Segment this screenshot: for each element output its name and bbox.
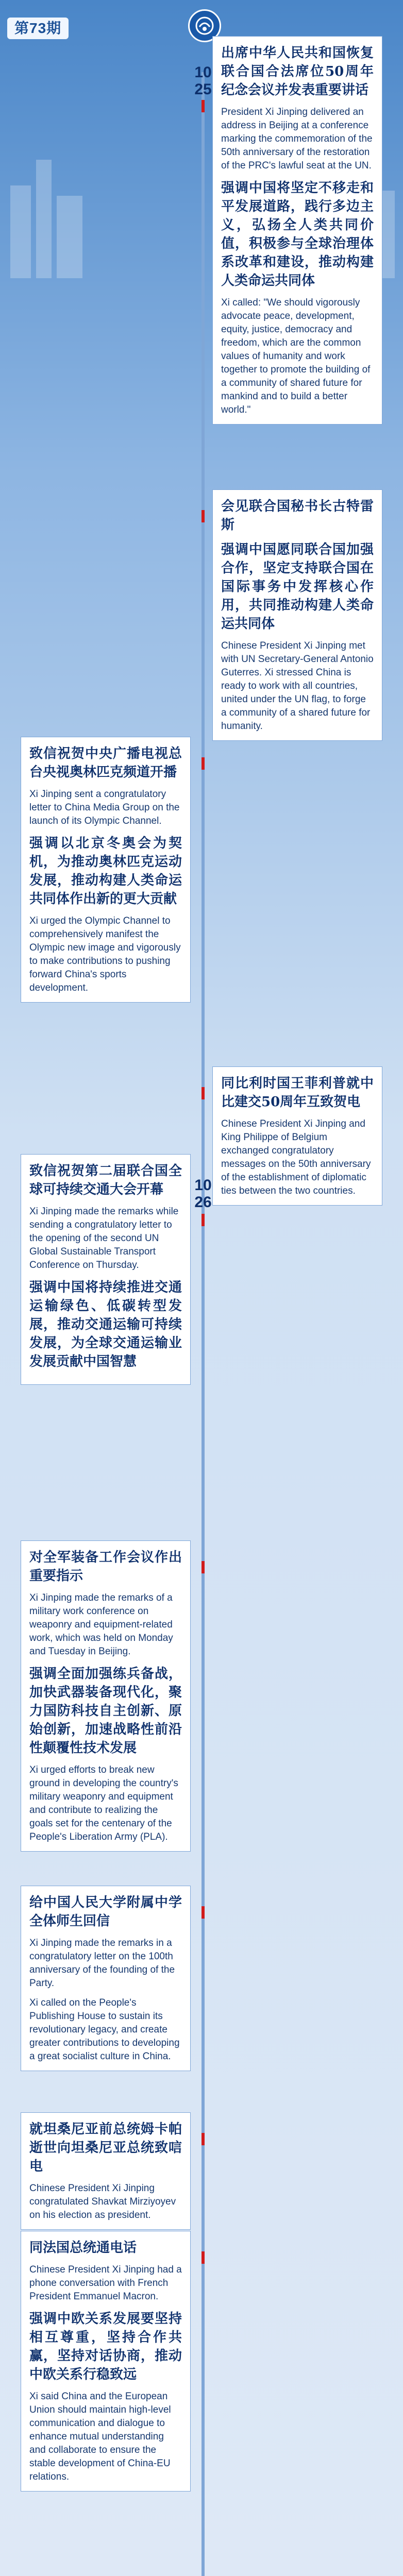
timeline-node bbox=[202, 2251, 205, 2264]
entry-quote-zh: 强调中国将持续推进交通运输绿色、低碳转型发展，推动交通运输可持续发展，为全球交通运输业发展贡献中国智慧 bbox=[29, 1280, 182, 1369]
entry-quote-zh: 强调中国将坚定不移走和平发展道路，践行多边主义，弘扬全人类共同价值，积极参与全球治理体系改革和建设，推动构建人类命运共同体 bbox=[221, 180, 374, 289]
entry-title-zh: 致信祝贺中央广播电视总台央视奥林匹克频道开播 bbox=[29, 746, 182, 780]
entry-text-en: Chinese President Xi Jinping congratulated Shavkat Mirziyoyev on his election as president. bbox=[29, 2183, 176, 2221]
entry-title-zh: 同法国总统通电话 bbox=[29, 2240, 137, 2256]
entry-text-en: Xi urged efforts to break new ground in developing the country's military weaponry and equipment and contribute to realizing the goals set for the centenary of the People's Liberation Army (PLA). bbox=[29, 1765, 178, 1842]
entry-title-zh: 给中国人民大学附属中学全体师生回信 bbox=[29, 1895, 182, 1929]
issue-number-badge: 第73期 bbox=[7, 18, 69, 39]
entry-title-zh: 出席中华人民共和国恢复联合国合法席位50周年纪念会议并发表重要讲话 bbox=[221, 45, 374, 98]
timeline-node bbox=[202, 100, 205, 112]
entry-quote-zh: 强调全面加强练兵备战，加快武器装备现代化，聚力国防科技自主创新、原始创新，加速战略性前沿性颠覆性技术发展 bbox=[29, 1666, 182, 1756]
timeline-node bbox=[202, 1561, 205, 1573]
timeline-entry-card bbox=[212, 489, 382, 741]
timeline-date-month: 10 bbox=[194, 64, 212, 81]
timeline-entry-card bbox=[21, 2112, 191, 2230]
entry-text-en: Xi Jinping sent a congratulatory letter to China Media Group on the launch of its Olympic Channel. bbox=[29, 789, 180, 826]
timeline-node bbox=[202, 1087, 205, 1099]
entry-title-zh: 同比利时国王菲利普就中比建交50周年互致贺电 bbox=[221, 1076, 374, 1110]
timeline-node bbox=[202, 2133, 205, 2145]
entry-title-zh: 致信祝贺第二届联合国全球可持续交通大会开幕 bbox=[29, 1163, 182, 1197]
timeline-entry-card bbox=[21, 737, 191, 1003]
timeline-date-day: 26 bbox=[194, 1194, 212, 1211]
entry-text-en: Chinese President Xi Jinping met with UN Secretary-General Antonio Guterres. Xi stressed China is ready to work with all countries, united under the UN flag, to forge a community of a shared future for humanity. bbox=[221, 640, 374, 732]
timeline-node bbox=[202, 757, 205, 770]
timeline-entry-card bbox=[21, 2231, 191, 2492]
timeline-entry-card bbox=[21, 1540, 191, 1852]
entry-text-en: Xi Jinping made the remarks while sending a congratulatory letter to the opening of the second UN Global Sustainable Transport Conference on Thursday. bbox=[29, 1206, 179, 1270]
entry-text-en: President Xi Jinping delivered an address in Beijing at a conference marking the commemoration of the 50th anniversary of the restoration of the PRC's lawful seat at the UN. bbox=[221, 107, 373, 171]
entry-text-en: Xi Jinping made the remarks of a military work conference on weaponry and equipment-related work, which was held on Monday and Tuesday in Beijing. bbox=[29, 1592, 173, 1657]
timeline-node bbox=[202, 1906, 205, 1919]
timeline-node bbox=[202, 1214, 205, 1226]
entry-title-zh: 会见联合国秘书长古特雷斯 bbox=[221, 499, 374, 533]
entry-title-zh: 就坦桑尼亚前总统姆卡帕逝世向坦桑尼亚总统致唁电 bbox=[29, 2122, 182, 2174]
entry-text-en: Xi called on the People's Publishing House to sustain its revolutionary legacy, and create greater contributions to developing a great socialist culture in China. bbox=[29, 1997, 180, 2062]
entry-text-en: Xi said China and the European Union should maintain high-level communication and dialogue to enhance mutual understanding and collaborate to ensure the stable development of China-EU relations. bbox=[29, 2391, 171, 2482]
timeline-entry-card bbox=[212, 36, 382, 425]
entry-text-en: Chinese President Xi Jinping had a phone conversation with French President Emmanuel Macron. bbox=[29, 2264, 182, 2302]
timeline-entry-card bbox=[21, 1886, 191, 2071]
timeline-axis bbox=[202, 72, 205, 2576]
entry-quote-zh: 强调以北京冬奥会为契机，为推动奥林匹克运动发展，推动构建人类命运共同体作出新的更大贡献 bbox=[29, 836, 182, 907]
timeline-node bbox=[202, 510, 205, 522]
timeline-entry-card bbox=[21, 1154, 191, 1385]
entry-text-en: Xi called: "We should vigorously advocate peace, development, equity, justice, democracy and freedom, which are the common values of humanity and work together to promote the building of a community of shared future for mankind and to build a better world." bbox=[221, 297, 371, 415]
entry-text-en: Chinese President Xi Jinping and King Philippe of Belgium exchanged congratulatory messages on the 50th anniversary of the establishment of diplomatic ties between the two countries. bbox=[221, 1118, 371, 1196]
entry-text-en: Xi urged the Olympic Channel to comprehensively manifest the Olympic new image and vigorously to make contributions to pushing forward China's sports development. bbox=[29, 916, 181, 993]
entry-title-zh: 对全军装备工作会议作出重要指示 bbox=[29, 1550, 182, 1584]
entry-quote-zh: 强调中国愿同联合国加强合作，坚定支持联合国在国际事务中发挥核心作用，共同推动构建人类命运共同体 bbox=[221, 542, 374, 632]
entry-text-en: Xi Jinping made the remarks in a congratulatory letter on the 100th anniversary of the founding of the Party. bbox=[29, 1938, 175, 1989]
entry-quote-zh: 强调中欧关系发展要坚持相互尊重，坚持合作共赢，坚持对话协商，推动中欧关系行稳致远 bbox=[29, 2311, 182, 2382]
timeline-date-day: 25 bbox=[194, 81, 212, 98]
timeline-date-month: 10 bbox=[194, 1177, 212, 1194]
timeline-entry-card bbox=[212, 1066, 382, 1206]
